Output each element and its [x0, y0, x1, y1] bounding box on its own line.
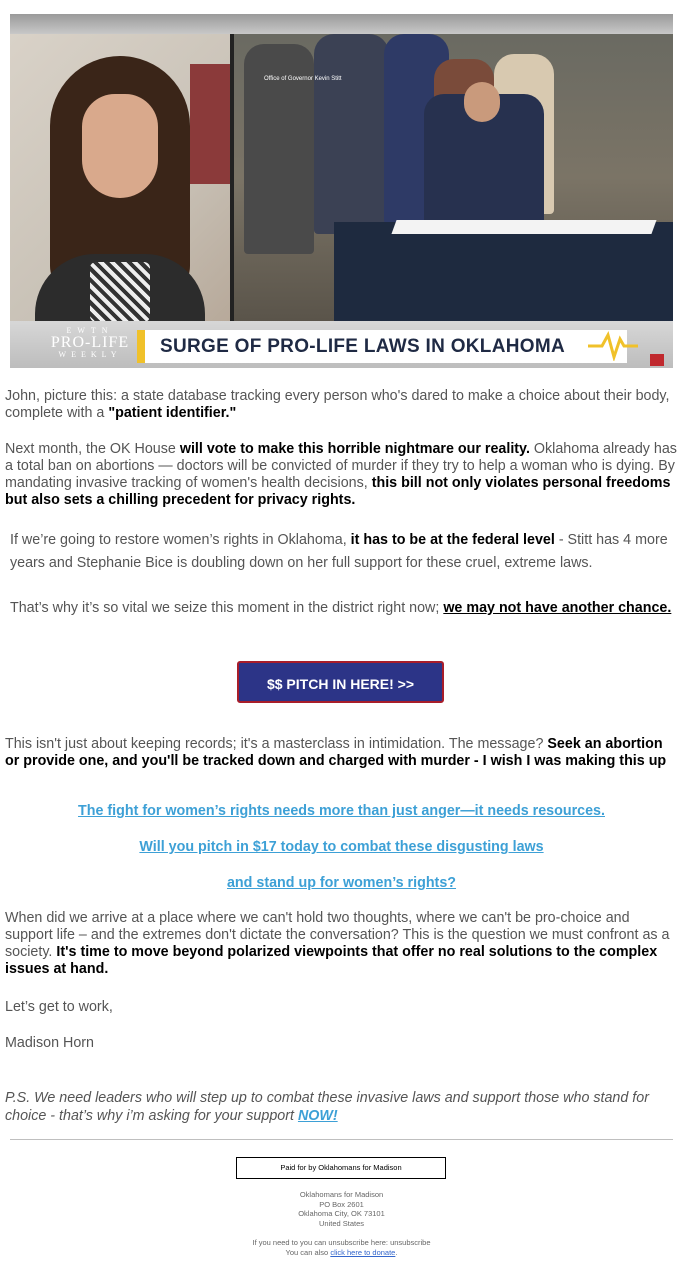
- now-link[interactable]: NOW!: [297, 1108, 338, 1124]
- hero-banner: [10, 321, 673, 368]
- paragraph-federal: If we’re going to restore women’s rights in Oklahoma, it has to be at the federal level - Stitt has 4 more years and Stephanie Bice is doubling down on her full support for these cruel, extreme laws.: [10, 532, 668, 571]
- photo-caption: Office of Governor Kevin Stitt: [264, 76, 342, 82]
- pitch-17-link[interactable]: Will you pitch in $17 today to combat these disgusting laws: [139, 839, 544, 855]
- paid-for-box: Paid for by Oklahomans for Madison: [236, 1157, 446, 1179]
- channel-logo-icon: [650, 354, 664, 366]
- footer-org: Oklahomans for Madison: [299, 1190, 384, 1199]
- resources-link[interactable]: The fight for women’s rights needs more than just anger—it needs resources.: [78, 803, 605, 819]
- hero-image: [10, 14, 673, 368]
- stand-up-link[interactable]: and stand up for women’s rights?: [226, 875, 457, 891]
- donate-link[interactable]: click here to donate: [330, 1247, 396, 1257]
- paragraph-intimidation: This isn't just about keeping records; it's a masterclass in intimidation. The message? Seek an abortion or provide one, and you'll be tracked down and charged with murder - I wish I was making this up: [5, 736, 667, 769]
- banner-headline: SURGE OF PRO-LIFE LAWS IN OKLAHOMA: [160, 336, 565, 357]
- donate-line: You can also click here to donate.: [285, 1247, 398, 1257]
- signoff-line: Let’s get to work,: [5, 999, 113, 1015]
- signoff-name: Madison Horn: [5, 1035, 94, 1051]
- pitch-in-button[interactable]: $$ PITCH IN HERE! >>: [237, 661, 444, 703]
- footer-divider: [10, 1139, 673, 1140]
- paragraph-society: When did we arrive at a place where we can't hold two thoughts, where we can't be pro-choice and support life – and the extremes don't dictate the conversation? This is the question we must confront as a society. It's time to move beyond polarized viewpoints that offer no real solutions to the complex issues at hand.: [5, 910, 670, 977]
- hero-top-bar: [10, 14, 673, 34]
- footer-city: Oklahoma City, OK 73101: [298, 1209, 385, 1218]
- paragraph-intro: John, picture this: a state database tracking every person who's dared to make a choice about their body, complete with a "patient identifier.": [5, 388, 670, 421]
- footer-box: PO Box 2601: [319, 1199, 364, 1209]
- paragraph-vote: Next month, the OK House will vote to make this horrible nightmare our reality. Oklahoma already has a total ban on abortions — doctors will be convicted of murder if they try to help a woman who is dying. By mandating invasive tracking of women's health decisions, this bill not only violates personal freedoms but also sets a chilling precedent for privacy rights.: [5, 441, 677, 508]
- heartbeat-icon: [588, 331, 638, 361]
- paragraph-seize: That’s why it’s so vital we seize this moment in the district right now; we may not have another chance.: [10, 600, 672, 616]
- unsubscribe-text[interactable]: If you need to you can unsubscribe here: unsubscribe: [252, 1238, 431, 1247]
- hero-signing-photo: [234, 34, 673, 321]
- hero-speaker-video: [10, 34, 230, 321]
- ewtn-logo: EWTN PRO-LIFE WEEKLY: [50, 326, 130, 359]
- emphasis-link[interactable]: we may not have another chance.: [443, 600, 672, 616]
- postscript: P.S. We need leaders who will step up to combat these invasive laws and support those who stand for choice - that’s why i’m asking for your support NOW!: [5, 1090, 649, 1124]
- footer-country: United States: [318, 1218, 365, 1228]
